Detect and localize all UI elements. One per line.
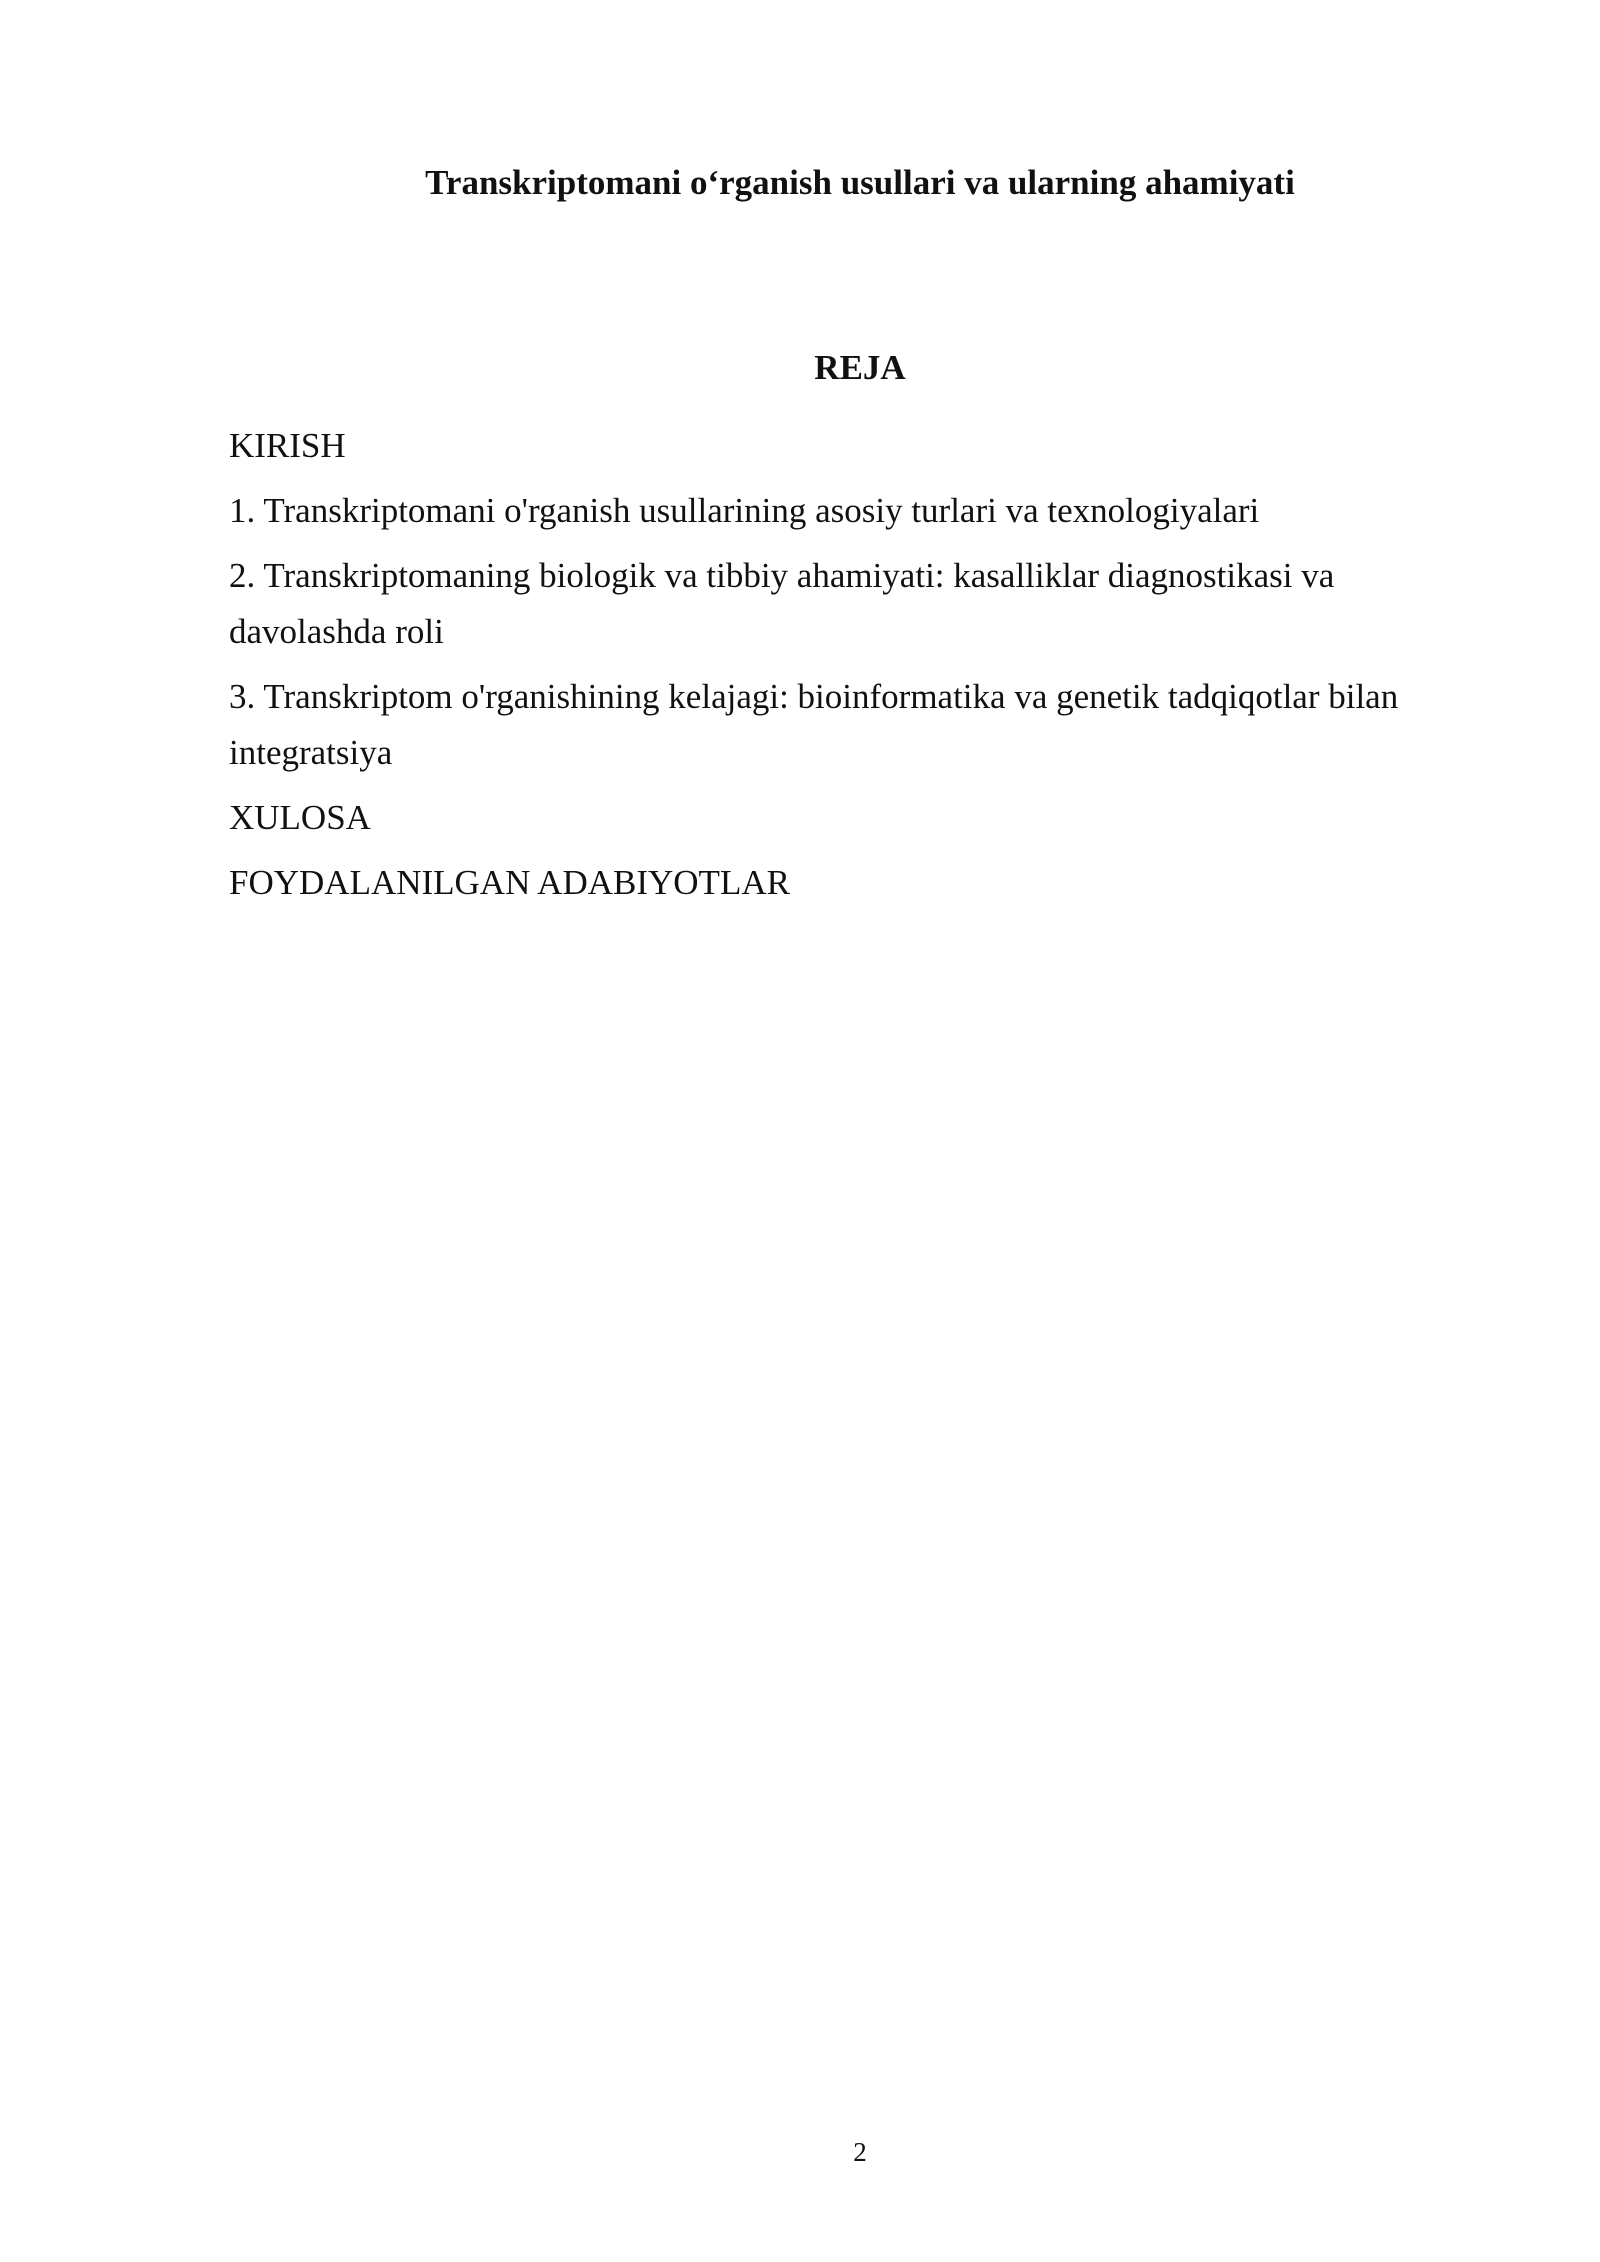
plan-item-2: 2. Transkriptomaning biologik va tibbiy ahamiyati: kasalliklar diagnostikasi va davolashda roli	[229, 556, 1335, 651]
plan-item-conclusion: XULOSA	[229, 798, 371, 837]
page-number: 2	[853, 2137, 867, 2167]
plan-heading: REJA	[814, 348, 906, 387]
plan-item-references: FOYDALANILGAN ADABIYOTLAR	[229, 863, 790, 902]
plan-item-introduction: KIRISH	[229, 426, 346, 465]
plan-list	[229, 418, 1439, 920]
plan-item-1: 1. Transkriptomani o'rganish usullarining asosiy turlari va texnologiyalari	[229, 491, 1260, 530]
document-title: Transkriptomani o‘rganish usullari va ularning ahamiyati	[425, 163, 1295, 202]
plan-item-3: 3. Transkriptom o'rganishining kelajagi: bioinformatika va genetik tadqiqotlar bilan integratsiya	[229, 677, 1399, 772]
